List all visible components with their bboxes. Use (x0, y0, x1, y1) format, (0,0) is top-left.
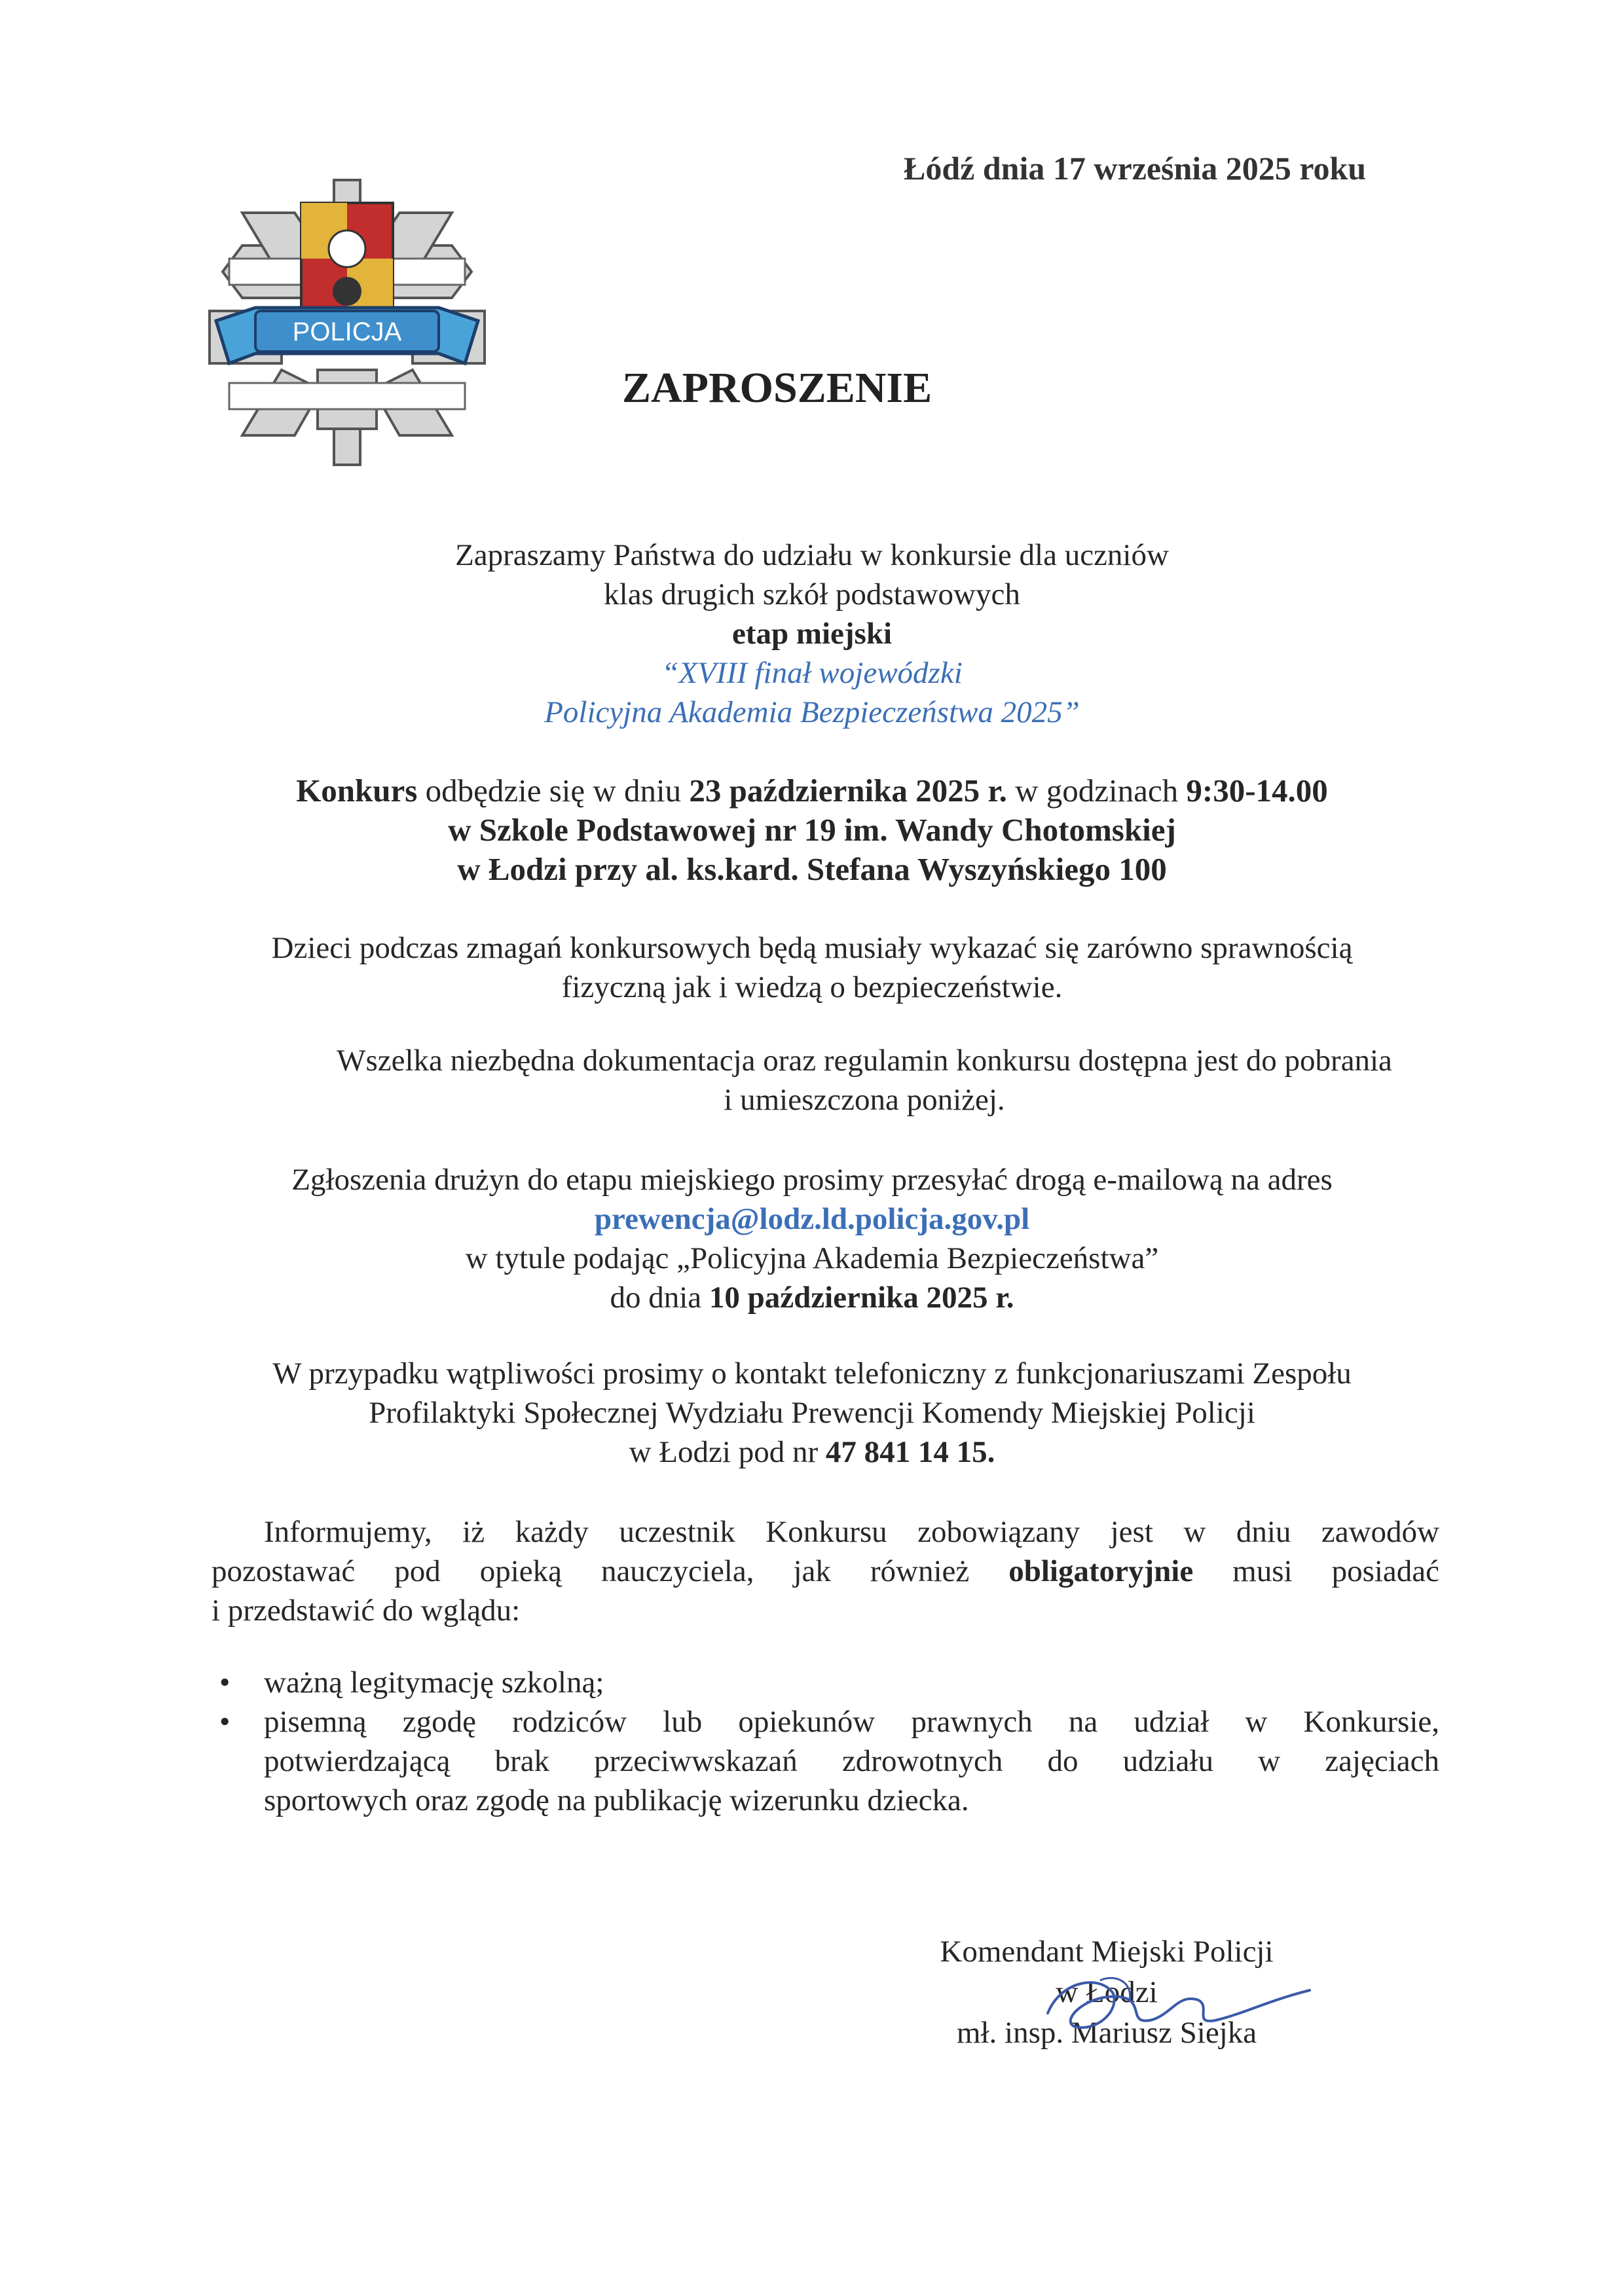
emblem-text: POLICJA (292, 318, 402, 346)
registration-email-link[interactable]: prewencja@lodz.ld.policja.gov.pl (594, 1202, 1030, 1236)
info-line-2 (212, 1552, 1439, 1591)
intro-event-name: Policyjna Akademia Bezpieczeństwa 2025” (544, 695, 1080, 729)
event-text: odbędzie się w dniu (417, 773, 690, 809)
document-title: ZAPROSZENIE (622, 364, 932, 412)
signature-name: mł. insp. Mariusz Siejka (956, 2016, 1257, 2050)
info-line-3: i przedstawić do wglądu: (212, 1594, 521, 1628)
requirement-line: pisemną zgodę rodziców lub opiekunów prawnych na udział w Konkursie, (264, 1705, 1439, 1739)
registration-paragraph (0, 1160, 1624, 1317)
event-address: w Łodzi przy al. ks.kard. Stefana Wyszyńskiego 100 (457, 851, 1167, 887)
info-line-2-c: musi posiadać (1193, 1554, 1439, 1588)
event-hours: 9:30-14.00 (1186, 773, 1328, 809)
deadline-date: 10 października 2025 r. (709, 1281, 1014, 1315)
phone-prefix: w Łodzi pod nr (629, 1435, 826, 1469)
registration-line-1: Zgłoszenia drużyn do etapu miejskiego prosimy przesyłać drogą e-mailową na adres (291, 1163, 1333, 1197)
event-date-line (0, 771, 1624, 811)
contact-phone-line (0, 1432, 1624, 1472)
contact-paragraph (0, 1354, 1624, 1472)
intro-block (0, 536, 1624, 732)
requirement-line: ważną legitymację szkolną; (264, 1666, 604, 1700)
handwritten-signature (1022, 1954, 1323, 2052)
docs-line-1: Wszelka niezbędna dokumentacja oraz regulamin konkursu dostępna jest do pobrania (337, 1044, 1392, 1078)
event-details (0, 771, 1624, 889)
bullet-icon: • (219, 1705, 231, 1739)
police-emblem-logo (203, 173, 491, 468)
signature-city: w Łodzi (1056, 1975, 1158, 2009)
list-item (212, 1702, 1439, 1820)
intro-final-name: “XVIII finał wojewódzki (661, 656, 963, 690)
intro-stage: etap miejski (731, 617, 893, 651)
contact-line-1: W przypadku wątpliwości prosimy o kontakt telefoniczny z funkcjonariuszami Zespołu (272, 1357, 1352, 1391)
info-paragraph (212, 1512, 1439, 1630)
event-label: Konkurs (296, 773, 418, 809)
intro-line-1: Zapraszamy Państwa do udziału w konkursie dla uczniów (455, 538, 1169, 572)
event-date: 23 października 2025 r. (689, 773, 1007, 809)
docs-line-2: i umieszczona poniżej. (724, 1083, 1005, 1117)
children-line-2: fizyczną jak i wiedzą o bezpieczeństwie. (561, 970, 1063, 1004)
event-school: w Szkole Podstawowej nr 19 im. Wandy Chotomskiej (448, 812, 1176, 848)
requirements-list (212, 1663, 1439, 1820)
signature-title: Komendant Miejski Policji (940, 1935, 1274, 1969)
event-hours-label: w godzinach (1006, 773, 1187, 809)
docs-paragraph (52, 1041, 1624, 1120)
info-line-1: Informujemy, iż każdy uczestnik Konkursu zobowiązany jest w dniu zawodów (264, 1515, 1439, 1549)
children-paragraph (0, 928, 1624, 1007)
intro-line-2: klas drugich szkół podstawowych (604, 577, 1020, 611)
requirement-line: potwierdzającą brak przeciwwskazań zdrowotnych do udziału w zajęciach (264, 1744, 1439, 1778)
deadline-prefix: do dnia (610, 1281, 709, 1315)
contact-line-2: Profilaktyki Społecznej Wydziału Prewencji Komendy Miejskiej Policji (369, 1396, 1255, 1430)
phone-number: 47 841 14 15. (825, 1435, 995, 1469)
registration-line-3: w tytule podając „Policyjna Akademia Bezpieczeństwa” (465, 1241, 1159, 1275)
children-line-1: Dzieci podczas zmagań konkursowych będą musiały wykazać się zarówno sprawnością (271, 931, 1353, 965)
document-date: Łódź dnia 17 września 2025 roku (904, 150, 1367, 187)
info-obligatory: obligatoryjnie (1008, 1554, 1194, 1588)
list-item (212, 1663, 1439, 1702)
registration-deadline (0, 1278, 1624, 1317)
requirement-line: sportowych oraz zgodę na publikację wizerunku dziecka. (264, 1783, 969, 1817)
bullet-icon: • (219, 1666, 231, 1700)
info-line-2-a: pozostawać pod opieką nauczyciela, jak również (212, 1554, 1009, 1588)
